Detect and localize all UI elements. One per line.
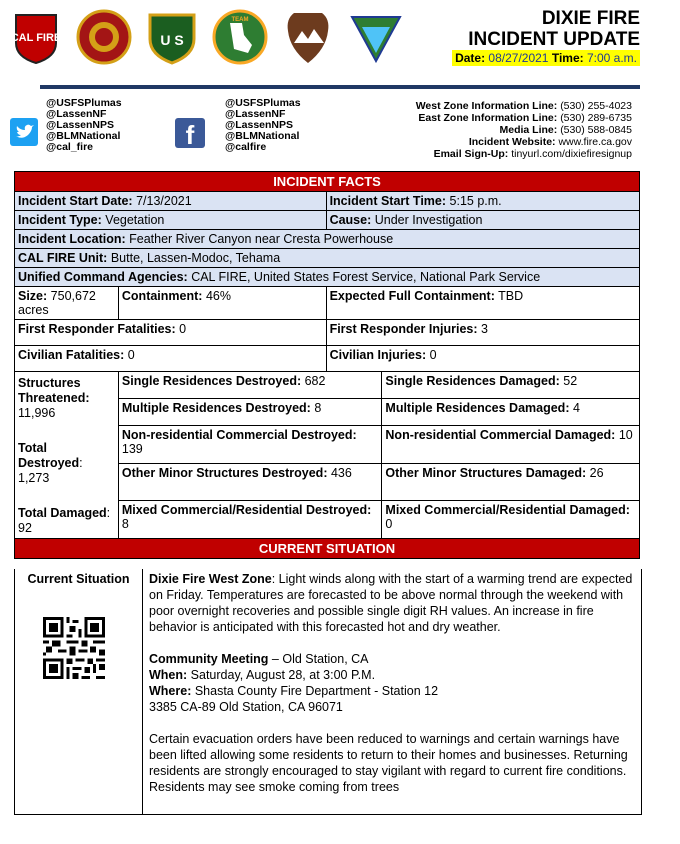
first-responder-fatalities: First Responder Fatalities: 0 — [15, 320, 327, 346]
multiple-residences-damaged: Multiple Residences Damaged: 4 — [382, 398, 640, 425]
expected-full-containment: Expected Full Containment: TBD — [326, 287, 639, 320]
situation-text: Dixie Fire West Zone: Light winds along with the start of a warming trend are expected on Friday. Temperatures are forecasted to be above normal through the weekend with poor overnight recoveries and possible single digit RH values. An increase in fire behavior is anticipated with this forecasted hot and dry weather. Community Meeting – Old Station, CA When: Saturday, August 28, at 3:00 P.M. Where: Shasta County Fire Department - Station 12 3385 CA-89 Old Station, CA 96071 Certain evacuation orders have been reduced to warnings and certain warnings have been lifted allowing some residents to return to their homes and businesses. Returning residents are strongly encouraged to stay vigilant with regard to current fire conditions. Residents may see smoke coming from trees — [149, 572, 633, 794]
website-link[interactable]: www.fire.ca.gov — [558, 136, 632, 148]
social-handles — [10, 98, 340, 164]
civilian-injuries: Civilian Injuries: 0 — [326, 346, 639, 372]
incident-type: Incident Type: Vegetation — [15, 211, 327, 230]
current-situation-label: Current Situation — [27, 572, 130, 586]
svg-text:CAL FIRE: CAL FIRE — [10, 32, 62, 44]
first-responder-injuries: First Responder Injuries: 3 — [326, 320, 639, 346]
civilian-fatalities: Civilian Fatalities: 0 — [15, 346, 327, 372]
current-situation-section — [14, 569, 642, 815]
svg-text:U S: U S — [160, 32, 184, 48]
contact-info: West Zone Information Line: (530) 255-4023 East Zone Information Line: (530) 289-6735 Media Line: (530) 588-0845 Incident Website: www.fire.ca.gov Email Sign-Up: tinyurl.com/dixiefiresignup — [415, 100, 632, 160]
svg-text:TEAM: TEAM — [231, 17, 249, 23]
facebook-handles: @USFSPlumas @LassenNF @LassenNPS @BLMNational @calfire — [225, 97, 301, 153]
forest-service-logo — [144, 9, 200, 65]
mixed-damaged: Mixed Commercial/Residential Damaged: 0 — [382, 501, 640, 539]
cause: Cause: Under Investigation — [326, 211, 639, 230]
facebook-icon: f — [175, 118, 205, 148]
unified-command-agencies: Unified Command Agencies: CAL FIRE, United States Forest Service, National Park Service — [15, 268, 640, 287]
agency-logos — [8, 6, 404, 68]
situation-sidebar — [15, 569, 143, 814]
cal-fire-logo — [8, 9, 64, 65]
page-title: DIXIE FIRE INCIDENT UPDATE — [468, 8, 640, 50]
twitter-icon — [10, 118, 38, 146]
start-time: Incident Start Time: 5:15 p.m. — [326, 192, 639, 211]
date-time-badge: Date: 08/27/2021 Time: 7:00 a.m. — [452, 50, 640, 66]
incident-facts-heading: INCIDENT FACTS — [15, 172, 640, 192]
nonres-commercial-damaged: Non-residential Commercial Damaged: 10 — [382, 425, 640, 463]
start-date: Incident Start Date: 7/13/2021 — [15, 192, 327, 211]
structures-summary: Structures Threatened: 11,996 Total Destroyed: 1,273 Total Damaged: 92 — [15, 372, 119, 539]
qr-code-icon[interactable] — [43, 617, 105, 679]
mixed-destroyed: Mixed Commercial/Residential Destroyed: 8 — [118, 501, 382, 539]
single-residences-destroyed: Single Residences Destroyed: 682 — [118, 372, 382, 399]
single-residences-damaged: Single Residences Damaged: 52 — [382, 372, 640, 399]
team-logo — [212, 9, 268, 65]
cal-fire-unit: CAL FIRE Unit: Butte, Lassen-Modoc, Tehama — [15, 249, 640, 268]
fire-size: Size: 750,672 acres — [15, 287, 119, 320]
usda-seal-logo — [76, 9, 132, 65]
nonres-commercial-destroyed: Non-residential Commercial Destroyed: 139 — [118, 425, 382, 463]
header-divider — [40, 85, 640, 89]
incident-location: Incident Location: Feather River Canyon near Cresta Powerhouse — [15, 230, 640, 249]
blm-logo — [348, 9, 404, 65]
containment: Containment: 46% — [118, 287, 326, 320]
current-situation-heading: CURRENT SITUATION — [15, 539, 640, 559]
multiple-residences-destroyed: Multiple Residences Destroyed: 8 — [118, 398, 382, 425]
twitter-handles: @USFSPlumas @LassenNF @LassenNPS @BLMNational @cal_fire — [46, 97, 122, 153]
other-minor-damaged: Other Minor Structures Damaged: 26 — [382, 463, 640, 501]
signup-link[interactable]: tinyurl.com/dixiefiresignup — [511, 148, 632, 160]
national-park-service-logo — [280, 9, 336, 65]
incident-facts-table — [14, 171, 640, 559]
other-minor-destroyed: Other Minor Structures Destroyed: 436 — [118, 463, 382, 501]
